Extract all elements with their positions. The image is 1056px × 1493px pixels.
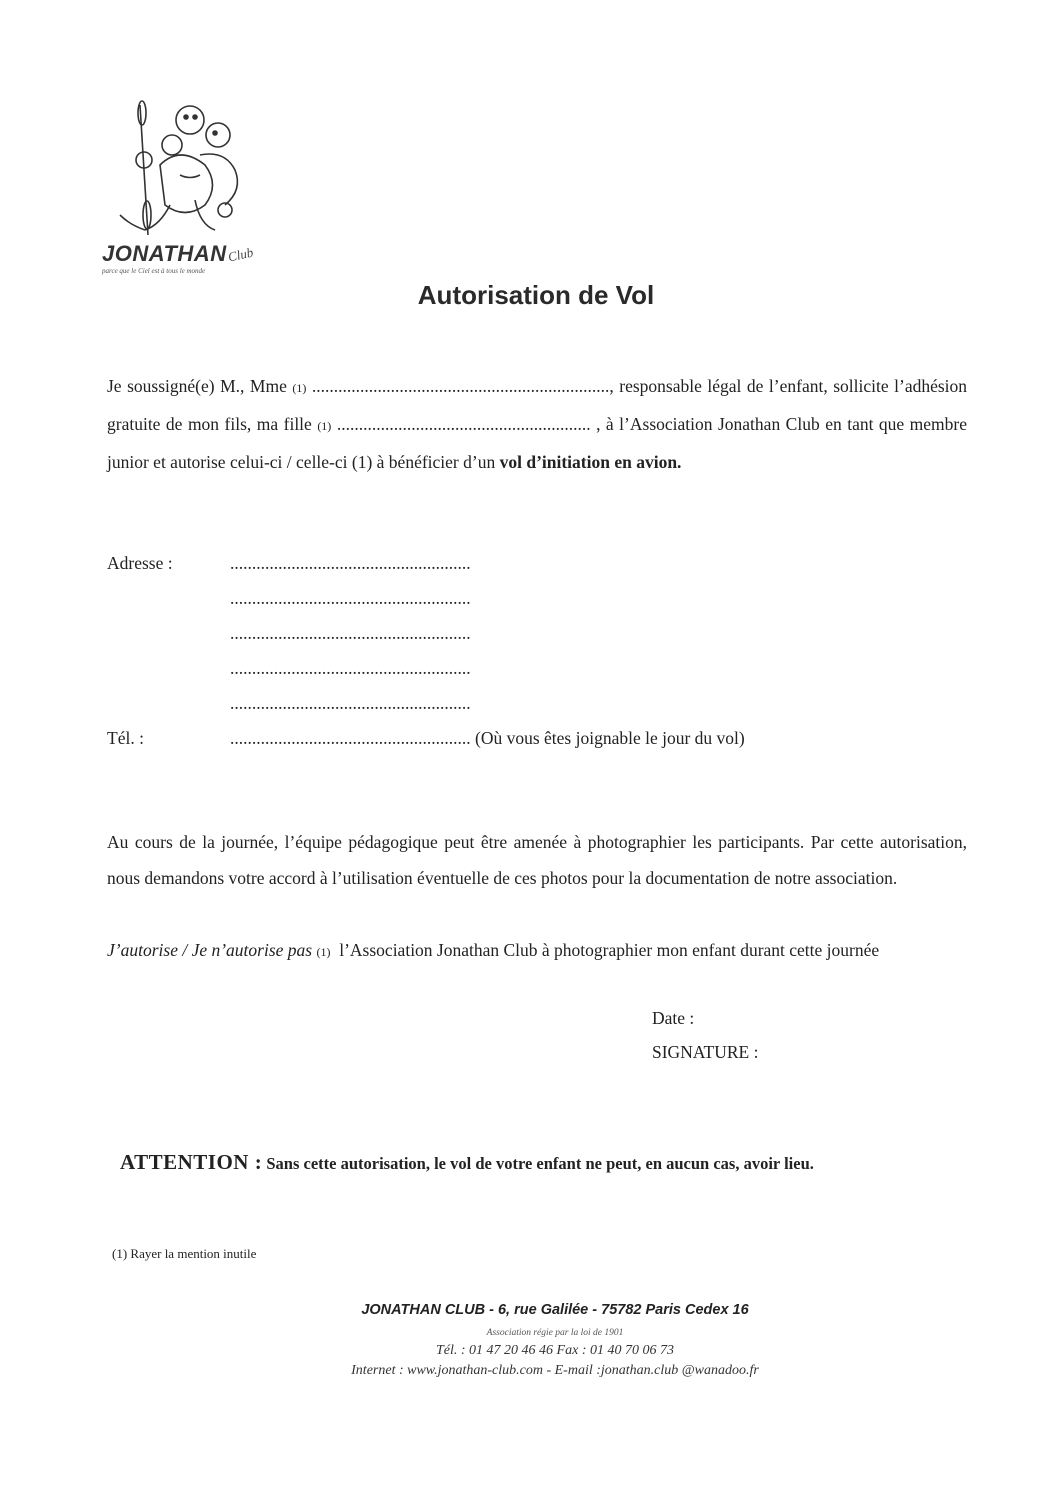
intro-paragraph <box>107 368 967 480</box>
club-logo <box>100 95 260 290</box>
address-line-4[interactable]: ....................................................... <box>230 658 471 678</box>
photo-consent-text: l’Association Jonathan Club à photographier mon enfant durant cette journée <box>339 940 880 960</box>
footer-phone: Tél. : 01 47 20 46 46 Fax : 01 40 70 06 73 <box>436 1343 674 1358</box>
footnote-ref: (1) <box>316 945 331 959</box>
attention-text: Sans cette autorisation, le vol de votre enfant ne peut, en aucun cas, avoir lieu. <box>266 1154 814 1173</box>
phone-label: Tél. : <box>107 728 144 748</box>
footnote: (1) Rayer la mention inutile <box>112 1246 257 1261</box>
intro-mid: , responsable légal de l’enfant, sollicite l’adhésion gratuite de mon fils, ma fille <box>107 376 968 434</box>
footnote-ref: (1) <box>317 419 332 433</box>
intro-end: , à l’Association Jonathan Club en tant que membre junior et autorise celui-ci / celle-ci (1) à bénéficier d’un <box>107 414 968 472</box>
address-line-5[interactable]: ....................................................... <box>230 693 471 713</box>
signature-label: SIGNATURE : <box>652 1042 759 1062</box>
footnote-ref: (1) <box>292 381 307 395</box>
parent-name-field[interactable]: .................................................................... <box>311 376 610 396</box>
phone-field[interactable]: ....................................................... <box>230 728 471 748</box>
footer-contact: Internet : www.jonathan-club.com - E-mail :jonathan.club @wanadoo.fr <box>351 1363 759 1378</box>
page-title: Autorisation de Vol <box>417 280 655 310</box>
footer-legal: Association régie par la loi de 1901 <box>486 1328 624 1338</box>
address-line-1[interactable]: ....................................................... <box>230 553 471 573</box>
logo-club: Club <box>226 244 255 265</box>
child-name-field[interactable]: .......................................................... <box>336 414 591 434</box>
mascot-illustration-icon <box>100 95 260 245</box>
address-line-3[interactable]: ....................................................... <box>230 623 471 643</box>
intro-start: Je soussigné(e) M., Mme <box>107 376 287 396</box>
photo-paragraph: Au cours de la journée, l’équipe pédagogique peut être amenée à photographier les participants. Par cette autorisation, nous demandons votre accord à l’utilisation éventuelle de ces photos pour la documentation de notre association. <box>107 832 967 888</box>
logo-name: JONATHAN <box>102 241 227 266</box>
phone-row <box>230 728 745 749</box>
attention-label: ATTENTION : <box>120 1150 263 1174</box>
phone-note: (Où vous êtes joignable le jour du vol) <box>475 728 745 748</box>
address-label: Adresse : <box>107 553 173 573</box>
attention-notice <box>120 1150 814 1175</box>
photo-choice[interactable]: J’autorise / Je n’autorise pas <box>107 940 313 960</box>
photo-consent <box>107 932 967 970</box>
address-line-2[interactable]: ....................................................... <box>230 588 471 608</box>
footer-address: JONATHAN CLUB - 6, rue Galilée - 75782 Paris Cedex 16 <box>361 1302 749 1318</box>
date-label: Date : <box>652 1008 695 1028</box>
intro-bold: vol d’initiation en avion. <box>499 452 682 472</box>
logo-tagline: parce que le Ciel est à tous le monde <box>102 267 206 275</box>
